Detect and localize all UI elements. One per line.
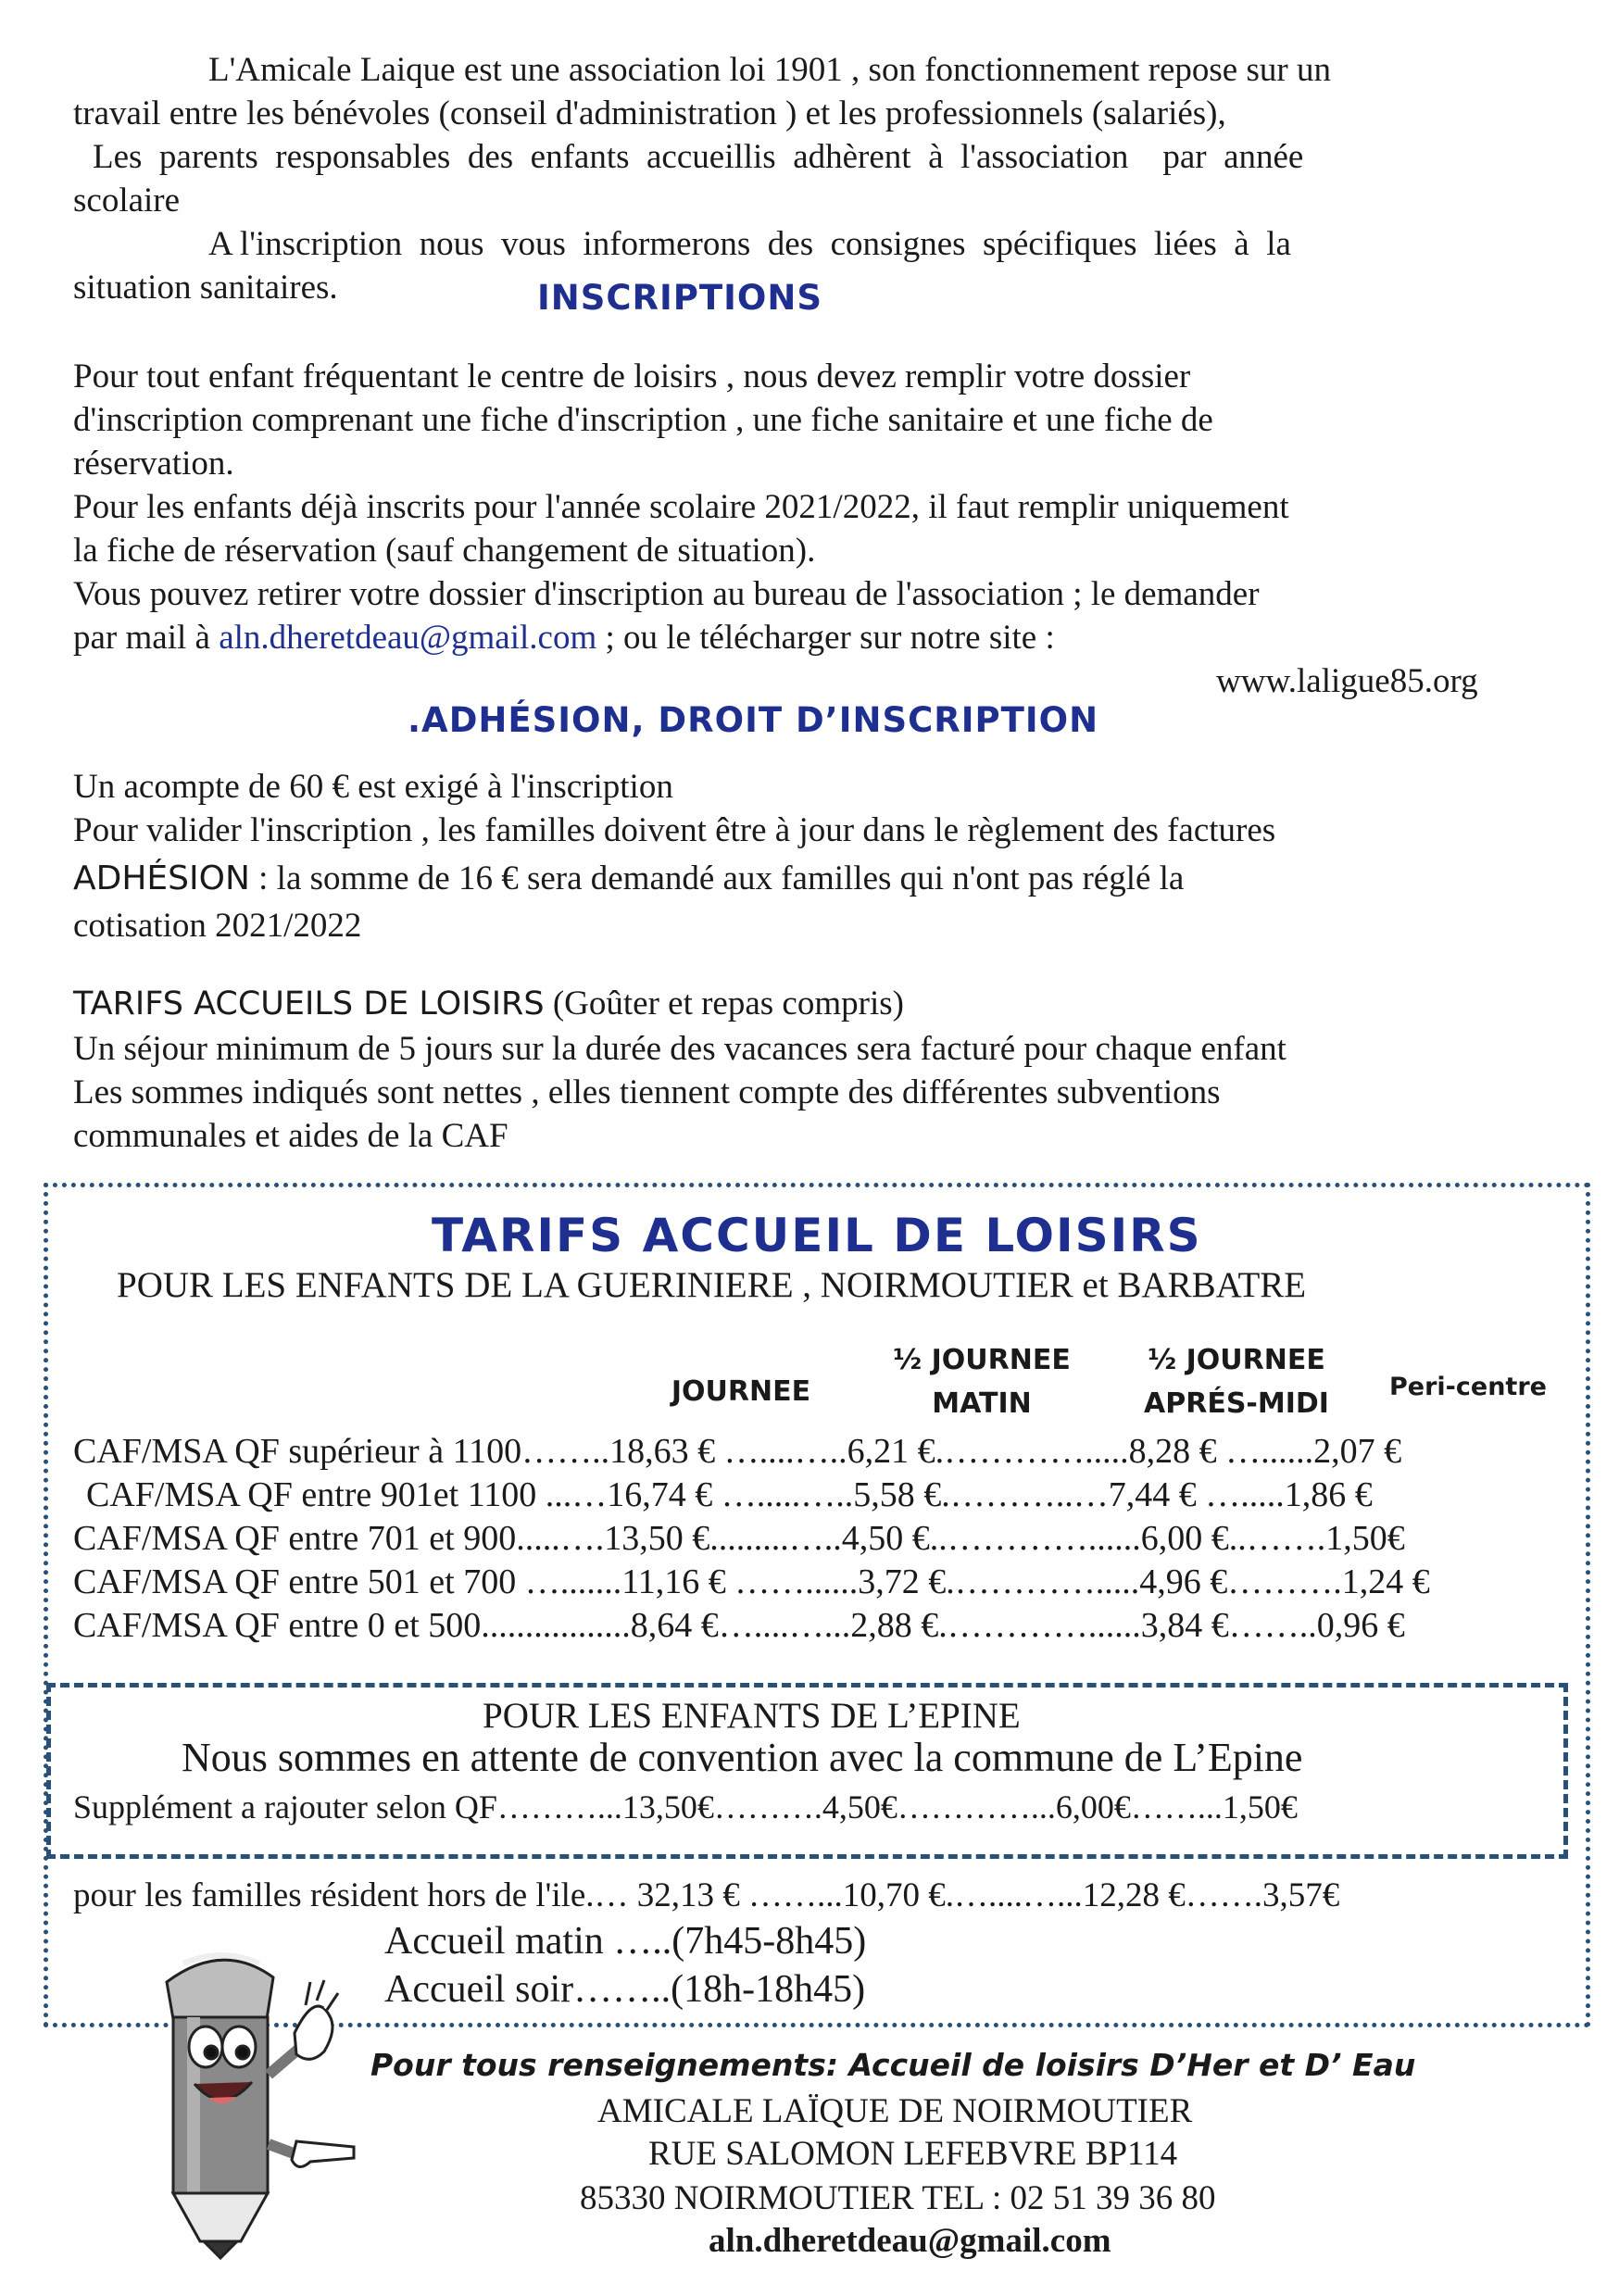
tarifs-intro-line-1 xyxy=(73,982,904,1026)
tarifs-intro-line-3: Les sommes indiqués sont nettes , elles tiennent compte des différentes subventions xyxy=(73,1073,1221,1111)
inscriptions-line-1: Pour tout enfant fréquentant le centre de loisirs , nous devez remplir votre dossier xyxy=(73,358,1191,395)
tarifs-intro-rest: (Goûter et repas compris) xyxy=(544,985,904,1023)
footer-city-phone: 85330 NOIRMOUTIER TEL : 02 51 39 36 80 xyxy=(580,2179,1216,2217)
epine-title: POUR LES ENFANTS DE L’EPINE xyxy=(483,1696,1021,1736)
price-row: CAF/MSA QF entre 901et 1100 ...…16,74 € ….....…..5,58 €.………..…7,44 € ….....1,86 € xyxy=(86,1475,1373,1514)
price-row: CAF/MSA QF supérieur à 1100……..18,63 € …....…..6,21 €.………….....8,28 € …......2,07 € xyxy=(73,1432,1402,1471)
email-link[interactable]: aln.dheretdeau@gmail.com xyxy=(219,619,597,657)
intro-line-6: situation sanitaires. xyxy=(73,269,338,307)
adhesion-line-3 xyxy=(73,857,1184,900)
epine-supplement: Supplément a rajouter selon QF………...13,50€……….4,50€…………...6,00€……...1,50€ xyxy=(73,1788,1298,1826)
pencil-mascot-icon xyxy=(139,1945,361,2260)
intro-line-3: Les parents responsables des enfants accueillis adhèrent à l'association par année xyxy=(93,138,1304,176)
price-row: CAF/MSA QF entre 501 et 700 ….......11,16 € ……......3,72 €.………….....4,96 €……….1,24 € xyxy=(73,1562,1430,1601)
epine-note: Nous sommes en attente de convention avec la commune de L’Epine xyxy=(182,1735,1303,1780)
intro-line-1: L'Amicale Laique est une association loi 1901 , son fonctionnement repose sur un xyxy=(208,51,1331,89)
accueil-soir: Accueil soir……..(18h-18h45) xyxy=(384,1968,866,2011)
accueil-matin: Accueil matin …..(7h45-8h45) xyxy=(384,1920,867,1963)
intro-line-5: A l'inscription nous vous informerons des consignes spécifiques liées à la xyxy=(208,225,1291,263)
col-header-journee: JOURNEE xyxy=(671,1375,811,1408)
col-header-matin-line-1: ½ JOURNEE xyxy=(893,1344,1071,1376)
adhesion-heading: .ADHÉSION, DROIT D’INSCRIPTION xyxy=(408,700,1099,740)
inscriptions-line-5: la fiche de réservation (sauf changement de situation). xyxy=(73,532,816,570)
footer-email[interactable]: aln.dheretdeau@gmail.com xyxy=(709,2222,1111,2260)
inscriptions-line-7 xyxy=(73,616,1055,659)
intro-line-2: travail entre les bénévoles (conseil d'administration ) et les professionnels (salariés), xyxy=(73,94,1226,132)
hors-ile-row: pour les familles résident hors de l'ile.… 32,13 € ……...10,70 €.…....…...12,28 €…….3,57€ xyxy=(73,1876,1340,1914)
col-header-matin-line-2: MATIN xyxy=(932,1387,1032,1420)
adhesion-line-2: Pour valider l'inscription , les familles doivent être à jour dans le règlement des factures xyxy=(73,811,1276,849)
col-header-peri-centre: Peri-centre xyxy=(1389,1373,1547,1401)
tarifs-intro-line-2: Un séjour minimum de 5 jours sur la durée des vacances sera facturé pour chaque enfant xyxy=(73,1030,1286,1068)
adhesion-label: ADHÉSION xyxy=(73,859,250,897)
pricing-box-subtitle: POUR LES ENFANTS DE LA GUERINIERE , NOIRMOUTIER et BARBATRE xyxy=(117,1265,1307,1305)
col-header-aprem-line-2: APRÉS-MIDI xyxy=(1144,1387,1329,1420)
footer-info: Pour tous renseignements: Accueil de loisirs D’Her et D’ Eau xyxy=(370,2047,1416,2083)
adhesion-text: : la somme de 16 € sera demandé aux familles qui n'ont pas réglé la xyxy=(249,859,1185,897)
inscriptions-line-3: réservation. xyxy=(73,445,234,483)
tarifs-intro-line-4: communales et aides de la CAF xyxy=(73,1117,508,1155)
pricing-box-title: TARIFS ACCUEIL DE LOISIRS xyxy=(432,1209,1202,1262)
inscriptions-line-4: Pour les enfants déjà inscrits pour l'année scolaire 2021/2022, il faut remplir uniquement xyxy=(73,488,1289,526)
price-row: CAF/MSA QF entre 701 et 900.....….13,50 €.........…..4,50 €..…………......6,00 €..…….1,50€ xyxy=(73,1519,1405,1558)
website-link[interactable]: www.laligue85.org xyxy=(1216,662,1478,700)
intro-line-4: scolaire xyxy=(73,182,181,220)
col-header-aprem-line-1: ½ JOURNEE xyxy=(1148,1344,1325,1376)
price-row: CAF/MSA QF entre 0 et 500.................8,64 €…....…...2,88 €.…………......3,84 €……..0,96 € xyxy=(73,1606,1405,1645)
adhesion-line-4: cotisation 2021/2022 xyxy=(73,907,362,945)
mail-prefix: par mail à xyxy=(73,619,220,657)
footer-org: AMICALE LAÏQUE DE NOIRMOUTIER xyxy=(597,2092,1193,2130)
tarifs-intro-label: TARIFS ACCUEILS DE LOISIRS xyxy=(73,985,545,1023)
col-header-apres-midi xyxy=(1121,1338,1352,1425)
mail-suffix: ; ou le télécharger sur notre site : xyxy=(596,619,1055,657)
adhesion-line-1: Un acompte de 60 € est exigé à l'inscription xyxy=(73,768,673,806)
inscriptions-line-2: d'inscription comprenant une fiche d'inscription , une fiche sanitaire et une fiche de xyxy=(73,401,1213,439)
col-header-matin xyxy=(875,1338,1088,1425)
inscriptions-heading: INSCRIPTIONS xyxy=(537,278,822,318)
footer-street: RUE SALOMON LEFEBVRE BP114 xyxy=(648,2135,1178,2173)
inscriptions-line-6: Vous pouvez retirer votre dossier d'inscription au bureau de l'association ; le demander xyxy=(73,575,1260,613)
